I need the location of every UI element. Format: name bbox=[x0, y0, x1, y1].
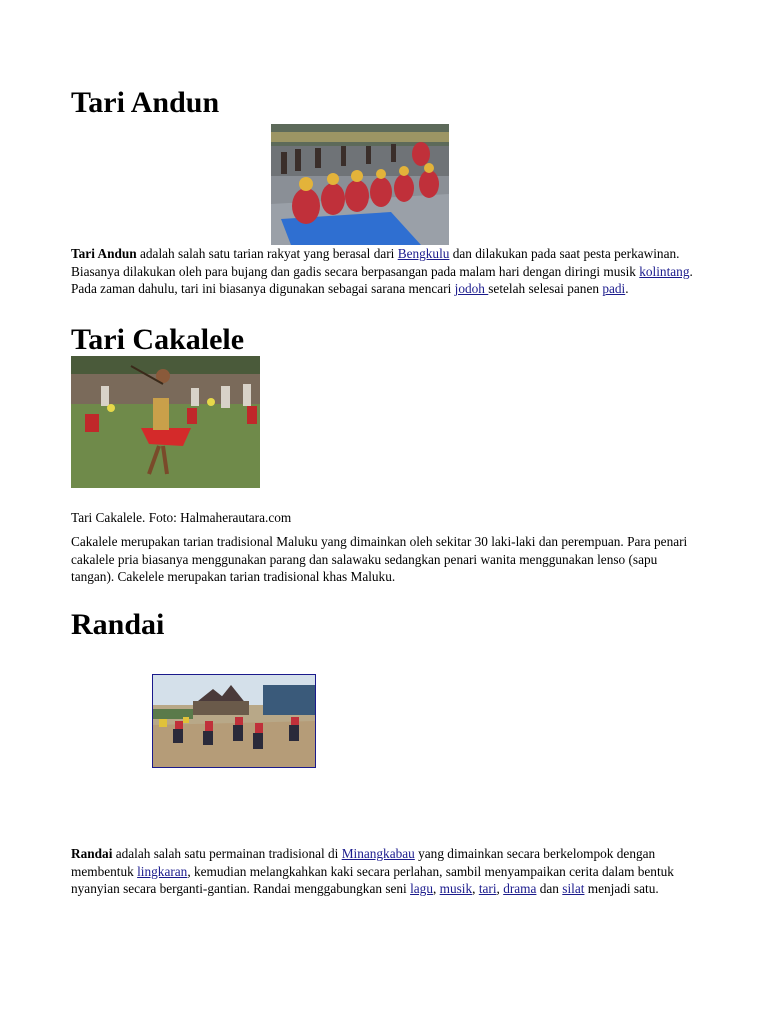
text-fragment: . Pada zaman dahulu, tari ini biasanya digunakan sebagai sarana mencari bbox=[71, 263, 693, 297]
link-minangkabau[interactable]: Minangkabau bbox=[341, 846, 415, 861]
term-tari-andun: Tari Andun bbox=[71, 246, 137, 261]
link-bengkulu[interactable]: Bengkulu bbox=[397, 246, 450, 261]
link-drama[interactable]: drama bbox=[503, 881, 537, 897]
paragraph-tari-andun bbox=[71, 245, 696, 298]
text-fragment: adalah salah satu permainan tradisional di bbox=[112, 846, 342, 861]
link-tari[interactable]: tari bbox=[478, 881, 497, 897]
link-musik[interactable]: musik bbox=[439, 881, 473, 897]
photo-tari-andun-illustration bbox=[271, 124, 449, 245]
paragraph-tari-cakalele: Cakalele merupakan tarian tradisional Maluku yang dimainkan oleh sekitar 30 laki-laki dan perempuan. Para penari cakalele pria biasanya menggunakan parang dan salawaku sedangkan penari wanita menggunakan lenso (sapu tangan). Cakelele merupakan tarian tradisional khas Maluku. bbox=[71, 534, 688, 585]
text-fragment: , kemudian melangkahkan kaki secara perlahan, sambil menyampaikan cerita dalam bentuk nyanyian secara berganti-gantian. Randai menggabungkan seni bbox=[71, 863, 674, 897]
link-padi[interactable]: padi bbox=[602, 281, 626, 297]
photo-randai-illustration bbox=[153, 675, 315, 767]
link-silat[interactable]: silat bbox=[562, 881, 585, 897]
link-lingkaran[interactable]: lingkaran bbox=[137, 863, 188, 879]
paragraph-randai bbox=[71, 845, 696, 898]
link-kolintang[interactable]: kolintang bbox=[639, 263, 690, 279]
photo-caption-cakalele: Tari Cakalele. Foto: Halmaherautara.com bbox=[71, 510, 292, 525]
term-randai: Randai bbox=[71, 846, 113, 861]
text-fragment: dan bbox=[536, 881, 563, 897]
photo-tari-cakalele bbox=[71, 356, 260, 488]
text-fragment: , bbox=[432, 881, 440, 897]
text-fragment: dan dilakukan pada saat pesta perkawinan. Biasanya dilakukan oleh para bujang dan gadis secara berpasangan pada malam hari dengan diringi musik bbox=[71, 246, 680, 279]
photo-tari-cakalele-illustration bbox=[71, 356, 260, 488]
text-fragment: , bbox=[472, 881, 479, 897]
text-fragment: menjadi satu. bbox=[584, 881, 659, 897]
text-fragment: setelah selesai panen bbox=[488, 281, 603, 297]
link-lagu[interactable]: lagu bbox=[410, 881, 433, 897]
link-jodoh[interactable]: jodoh bbox=[454, 281, 489, 297]
text-fragment: yang dimainkan secara berkelompok dengan membentuk bbox=[71, 846, 656, 879]
photo-randai[interactable] bbox=[152, 674, 316, 768]
text-fragment: , bbox=[496, 881, 504, 897]
text-fragment: . bbox=[625, 281, 629, 297]
section-title-randai: Randai bbox=[71, 608, 165, 641]
photo-tari-andun bbox=[271, 124, 449, 245]
section-title-andun: Tari Andun bbox=[71, 86, 220, 119]
section-title-cakalele: Tari Cakalele bbox=[71, 323, 245, 356]
text-fragment: adalah salah satu tarian rakyat yang berasal dari bbox=[136, 246, 398, 261]
